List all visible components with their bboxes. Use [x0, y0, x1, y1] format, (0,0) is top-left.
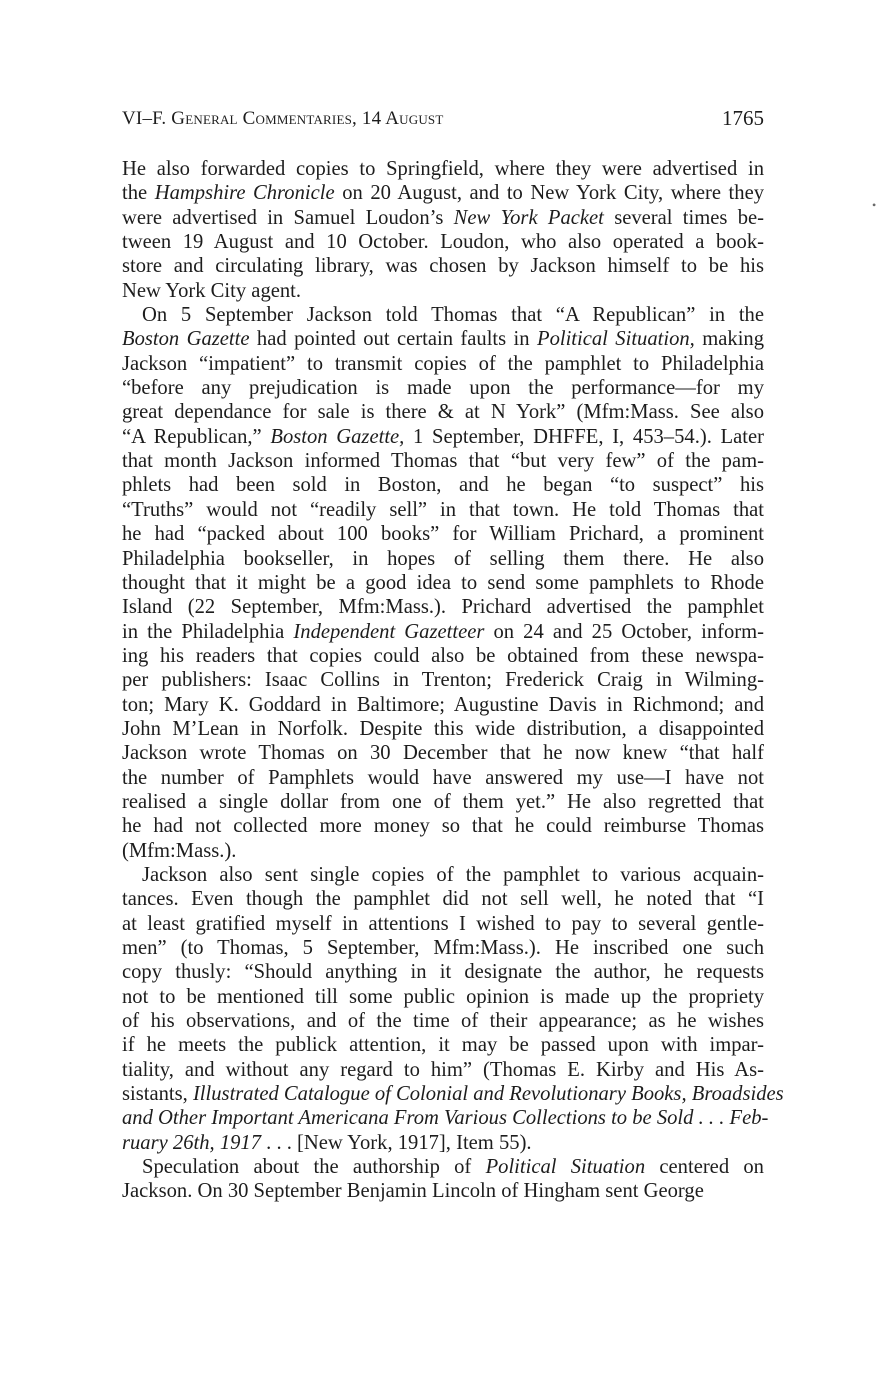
text-line	[122, 741, 764, 765]
text-line	[122, 887, 764, 911]
text-run: tween 19 August and 10 October. Loudon, who also operated a book-	[122, 231, 764, 254]
text-line	[122, 400, 764, 424]
text-line	[122, 206, 764, 230]
text-line	[122, 644, 764, 668]
text-line	[122, 1131, 764, 1155]
text-line	[122, 352, 764, 376]
text-run: had pointed out certain faults in	[249, 328, 537, 351]
text-run: per publishers: Isaac Collins in Trenton; Frederick Craig in Wilming-	[122, 669, 764, 692]
text-line	[122, 547, 764, 571]
text-run: Philadelphia bookseller, in hopes of selling them there. He also	[122, 547, 764, 570]
text-run: of his observations, and of the time of their appearance; as he wishes	[122, 1010, 764, 1033]
text-line	[122, 1033, 764, 1057]
italic-run: Political Situation,	[536, 328, 695, 351]
italic-run: Independent Gazetteer	[293, 620, 485, 643]
italic-run: Hampshire Chronicle	[154, 182, 335, 205]
text-run: the	[122, 182, 155, 205]
text-run: “before any prejudication is made upon the performance—for my	[122, 377, 764, 400]
text-run: great dependance for sale is there & at N York” (Mfm:Mass. See also	[122, 401, 764, 424]
text-line	[122, 985, 764, 1009]
text-run: at least gratified myself in attentions I wished to pay to several gentle-	[122, 912, 764, 935]
text-line	[122, 181, 764, 205]
margin-mark: •	[872, 198, 877, 212]
text-run: Speculation about the authorship of	[142, 1156, 486, 1179]
paragraph	[122, 1155, 764, 1204]
text-line	[122, 766, 764, 790]
text-line	[122, 912, 764, 936]
text-run: Island (22 September, Mfm:Mass.). Prichard advertised the pamphlet	[122, 596, 764, 619]
text-line	[122, 790, 764, 814]
text-line	[122, 936, 764, 960]
running-head	[122, 108, 764, 138]
text-line	[122, 376, 764, 400]
text-run: Jackson. On 30 September Benjamin Lincoln of Hingham sent George	[122, 1180, 704, 1203]
text-line	[122, 254, 764, 278]
italic-run: Boston Gazette	[122, 328, 250, 351]
text-run: ton; Mary K. Goddard in Baltimore; Augustine Davis in Richmond; and	[122, 693, 764, 716]
paragraph	[122, 303, 764, 863]
italic-run: Political Situation	[485, 1156, 646, 1179]
text-run: ing his readers that copies could also be obtained from these newspa-	[122, 644, 764, 667]
text-line	[122, 425, 764, 449]
text-run: (Mfm:Mass.).	[122, 839, 237, 862]
text-run: making	[694, 328, 765, 351]
text-run: several times be-	[603, 206, 764, 229]
text-run: sistants,	[122, 1083, 193, 1106]
text-line	[122, 1106, 769, 1130]
text-run: centered on	[645, 1156, 764, 1179]
page-number: 1765	[722, 106, 764, 130]
text-run: 1 September, DHFFE, I, 453–54.). Later	[404, 425, 764, 448]
italic-run: New York Packet	[453, 206, 604, 229]
text-run: store and circulating library, was chosen by Jackson himself to be his	[122, 255, 764, 278]
text-run: . . . [New York, 1917], Item 55).	[261, 1131, 532, 1154]
text-line	[122, 717, 764, 741]
text-run: that month Jackson informed Thomas that “but very few” of the pam-	[122, 450, 764, 473]
text-line	[122, 522, 764, 546]
text-run: realised a single dollar from one of them yet.” He also regretted that	[122, 790, 764, 813]
text-run: “A Republican,”	[122, 425, 271, 448]
text-run: New York City agent.	[122, 279, 302, 302]
text-run: on 20 August, and to New York City, where they	[334, 182, 765, 205]
text-line	[122, 1009, 764, 1033]
text-line	[122, 1155, 764, 1179]
text-line	[122, 449, 764, 473]
text-line	[122, 1058, 764, 1082]
text-line	[122, 960, 764, 984]
text-line	[122, 863, 764, 887]
text-run: “Truths” would not “readily sell” in that town. He told Thomas that	[122, 498, 764, 521]
text-run: thought that it might be a good idea to send some pamphlets to Rhode	[122, 571, 764, 594]
text-run: Jackson wrote Thomas on 30 December that he now knew “that half	[122, 742, 764, 765]
italic-run: ruary 26th, 1917	[122, 1131, 262, 1154]
running-title: VI–F. General Commentaries, 14 August	[122, 108, 444, 129]
text-line	[122, 303, 764, 327]
text-line	[122, 327, 764, 351]
text-run: phlets had been sold in Boston, and he began “to suspect” his	[122, 474, 764, 497]
text-line	[122, 473, 764, 497]
text-run: the number of Pamphlets would have answered my use—I have not	[122, 766, 764, 789]
text-run: On 5 September Jackson told Thomas that “A Republican” in the	[142, 304, 764, 327]
text-run: men” (to Thomas, 5 September, Mfm:Mass.). He inscribed one such	[122, 937, 764, 959]
italic-run: Boston Gazette,	[270, 425, 405, 448]
text-line	[122, 620, 764, 644]
text-run: in the Philadelphia	[122, 620, 294, 643]
text-run: Jackson also sent single copies of the pamphlet to various acquain-	[142, 863, 764, 886]
text-run: on 24 and 25 October, inform-	[484, 620, 765, 643]
text-run: he had “packed about 100 books” for William Prichard, a prominent	[122, 523, 764, 546]
text-line	[122, 1082, 784, 1106]
body-text	[122, 157, 784, 1204]
text-line	[122, 157, 764, 181]
text-line	[122, 839, 764, 863]
text-run: if he meets the publick attention, it may be passed upon with impar-	[122, 1034, 764, 1057]
text-line	[122, 571, 764, 595]
text-run: copy thusly: “Should anything in it designate the author, he requests	[122, 961, 764, 984]
text-line	[122, 814, 764, 838]
text-run: tances. Even though the pamphlet did not sell well, he noted that “I	[122, 888, 764, 911]
text-run: not to be mentioned till some public opinion is made up the propriety	[122, 985, 764, 1008]
text-line	[122, 668, 764, 692]
text-run: Jackson “impatient” to transmit copies of the pamphlet to Philadelphia	[122, 352, 764, 375]
paragraph	[122, 157, 764, 303]
text-run: John M’Lean in Norfolk. Despite this wide distribution, a disappointed	[122, 717, 764, 740]
text-line	[122, 595, 764, 619]
paragraph	[122, 863, 784, 1155]
text-run: He also forwarded copies to Springfield, where they were advertised in	[122, 158, 764, 180]
text-run: were advertised in Samuel Loudon’s	[122, 206, 454, 229]
text-line	[122, 1179, 764, 1203]
italic-run: and Other Important Americana From Various Collections to be Sold . . . Feb-	[122, 1107, 769, 1130]
text-line	[122, 693, 764, 717]
text-run: he had not collected more money so that he could reimburse Thomas	[122, 815, 764, 838]
text-line	[122, 279, 764, 303]
text-line	[122, 230, 764, 254]
text-line	[122, 498, 764, 522]
text-run: tiality, and without any regard to him” (Thomas E. Kirby and His As-	[122, 1058, 764, 1081]
italic-run: Illustrated Catalogue of Colonial and Revolutionary Books, Broadsides	[192, 1083, 784, 1106]
